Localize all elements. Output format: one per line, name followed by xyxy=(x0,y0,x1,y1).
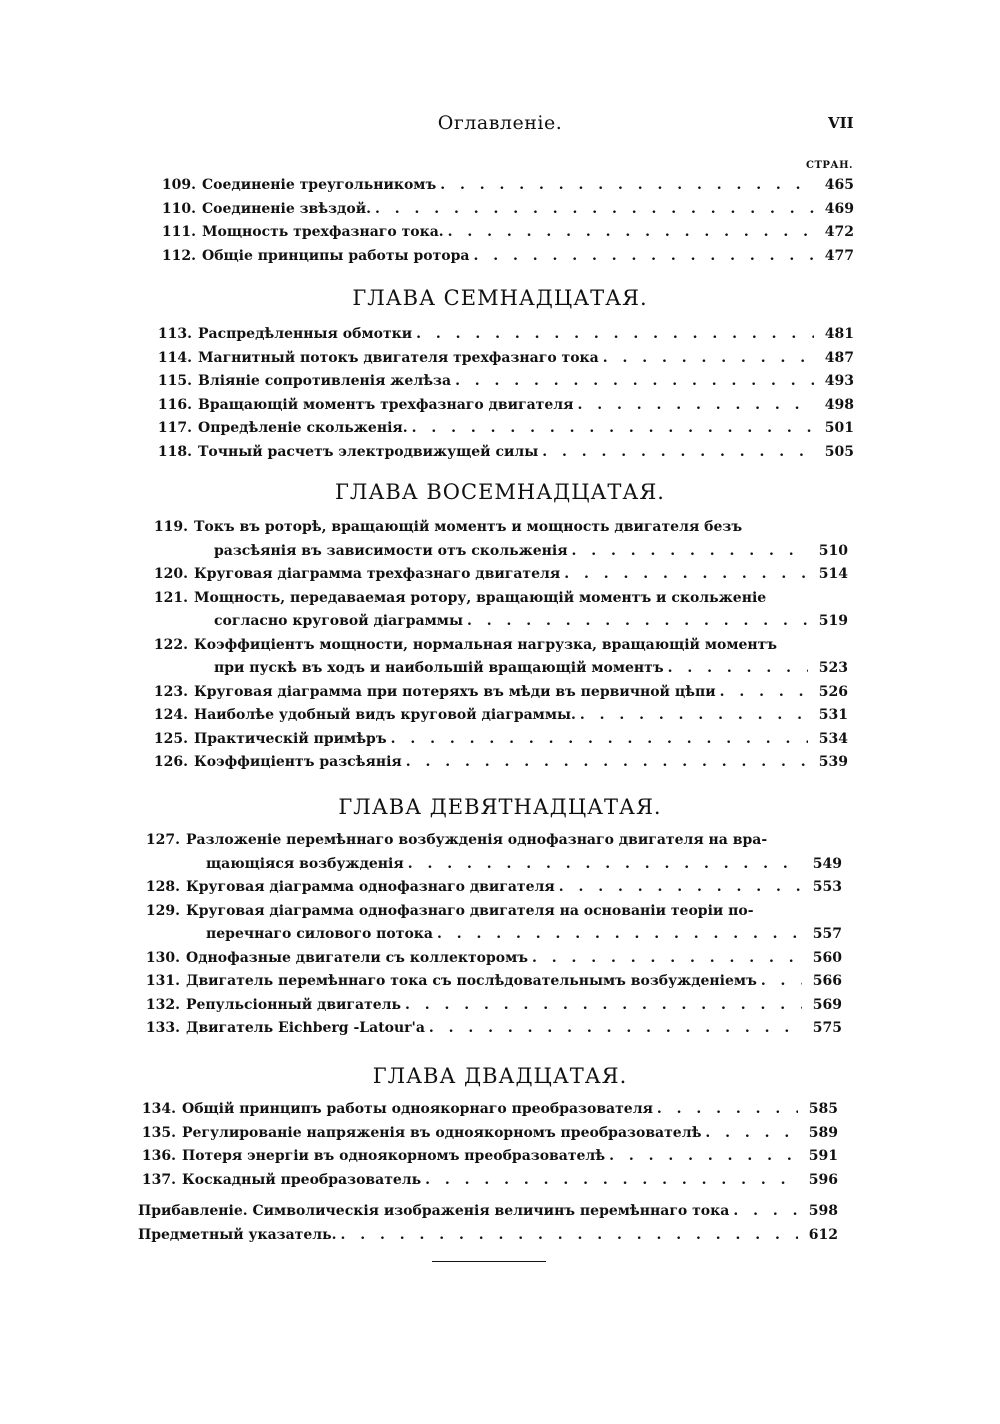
toc-entry-line1[interactable]: 127. Разложеніе перемѣннаго возбужденія однофазнаго двигателя на вра- xyxy=(145,832,768,848)
toc-entry[interactable]: 112. Общіе принципы работы ротора . . . 477 xyxy=(158,245,854,269)
toc-entry-line2[interactable]: перечнаго силового потока . . . 557 xyxy=(142,923,842,947)
toc-entry[interactable]: 133. Двигатель Eichberg -Latour'a . . . 575 xyxy=(142,1017,842,1041)
toc-entry[interactable]: 111. Мощность трехфазнаго тока. . . . 472 xyxy=(158,221,854,245)
toc-entry-line1[interactable]: 119. Токъ въ роторѣ, вращающій моментъ и мощность двигателя безъ xyxy=(153,519,743,535)
toc-entry[interactable]: 109. Соединеніе треугольникомъ . . . 465 xyxy=(158,174,854,198)
toc-entry[interactable]: 114. Магнитный потокъ двигателя трехфазнаго тока . . . 487 xyxy=(154,347,854,371)
chapter-heading: ГЛАВА ВОСЕМНАДЦАТАЯ. xyxy=(335,480,665,504)
toc-entry[interactable]: 117. Опредѣленіе скольженія. . . . 501 xyxy=(154,417,854,441)
toc-entry[interactable]: 120. Круговая діаграмма трехфазнаго двигателя . . . 514 xyxy=(150,563,848,587)
toc-entry[interactable]: 116. Вращающій моментъ трехфазнаго двигателя . . . 498 xyxy=(154,394,854,418)
toc-entry[interactable]: 126. Коэффиціентъ разсѣянія . . . 539 xyxy=(150,751,848,775)
closing-rule xyxy=(432,1261,546,1262)
toc-entry[interactable]: 137. Коскадный преобразователь . . . 596 xyxy=(138,1169,838,1193)
toc-entry-line2[interactable]: при пускѣ въ ходъ и наибольшій вращающій моментъ . . . 523 xyxy=(150,657,848,681)
toc-chapter-20 xyxy=(138,1098,838,1247)
toc-entry-line2[interactable]: согласно круговой діаграммы . . . 519 xyxy=(150,610,848,634)
toc-entry-line1[interactable]: 121. Мощность, передаваемая ротору, вращающій моментъ и скольженіе xyxy=(153,589,767,606)
running-title: Оглавленіе. xyxy=(437,112,563,134)
toc-entry[interactable]: 118. Точный расчетъ электродвижущей силы . . . 505 xyxy=(154,441,854,465)
toc-chapter-17 xyxy=(154,323,854,464)
chapter-heading: ГЛАВА ДВАДЦАТАЯ. xyxy=(372,1064,628,1088)
toc-entry-line2[interactable]: разсѣянія въ зависимости отъ скольженія . . . 510 xyxy=(150,540,848,564)
page-number: VII xyxy=(828,114,854,132)
toc-entry-index[interactable]: Предметный указатель. . . . 612 xyxy=(138,1224,838,1248)
toc-entry[interactable]: 124. Наиболѣе удобный видъ круговой діаграммы. . . . 531 xyxy=(150,704,848,728)
toc-entry[interactable]: 130. Однофазные двигатели съ коллекторомъ . . . 560 xyxy=(142,947,842,971)
toc-entry[interactable]: 135. Регулированіе напряженія въ одноякорномъ преобразователѣ . . . 589 xyxy=(138,1122,838,1146)
toc-group-continued xyxy=(158,174,854,268)
toc-entry-line2[interactable]: щающіяся возбужденія . . . 549 xyxy=(142,853,842,877)
toc-entry[interactable]: 113. Распредѣленныя обмотки . . . 481 xyxy=(154,323,854,347)
chapter-heading: ГЛАВА СЕМНАДЦАТАЯ. xyxy=(352,286,648,310)
toc-entry[interactable]: 115. Вліяніе сопротивленія желѣза . . . 493 xyxy=(154,370,854,394)
toc-entry[interactable]: 128. Круговая діаграмма однофазнаго двигателя . . . 553 xyxy=(142,876,842,900)
chapter-heading: ГЛАВА ДЕВЯТНАДЦАТАЯ. xyxy=(338,795,662,819)
toc-entry[interactable]: 125. Практическій примѣръ . . . 534 xyxy=(150,728,848,752)
toc-entry[interactable]: 110. Соединеніе звѣздой. . . . 469 xyxy=(158,198,854,222)
toc-entry[interactable]: 131. Двигатель перемѣннаго тока съ послѣдовательнымъ возбужденіемъ . . . 566 xyxy=(142,970,842,994)
toc-entry[interactable]: 134. Общій принципъ работы одноякорнаго преобразователя . . . 585 xyxy=(138,1098,838,1122)
toc-chapter-19 xyxy=(142,829,842,1041)
toc-chapter-18 xyxy=(150,516,848,775)
toc-entry-appendix[interactable]: Прибавленіе. Символическія изображенія величинъ перемѣннаго тока . . . 598 xyxy=(138,1200,838,1224)
toc-entry[interactable]: 123. Круговая діаграмма при потеряхъ въ мѣди въ первичной цѣпи . . . 526 xyxy=(150,681,848,705)
page-column-label: СТРАН. xyxy=(806,160,853,171)
toc-entry[interactable]: 132. Репульсіонный двигатель . . . 569 xyxy=(142,994,842,1018)
toc-entry-line1[interactable]: 129. Круговая діаграмма однофазнаго двигателя на основаніи теоріи по- xyxy=(145,902,754,919)
toc-entry-line1[interactable]: 122. Коэффиціентъ мощности, нормальная нагрузка, вращающій моментъ xyxy=(153,636,778,653)
toc-entry[interactable]: 136. Потеря энергіи въ одноякорномъ преобразователѣ . . . 591 xyxy=(138,1145,838,1169)
